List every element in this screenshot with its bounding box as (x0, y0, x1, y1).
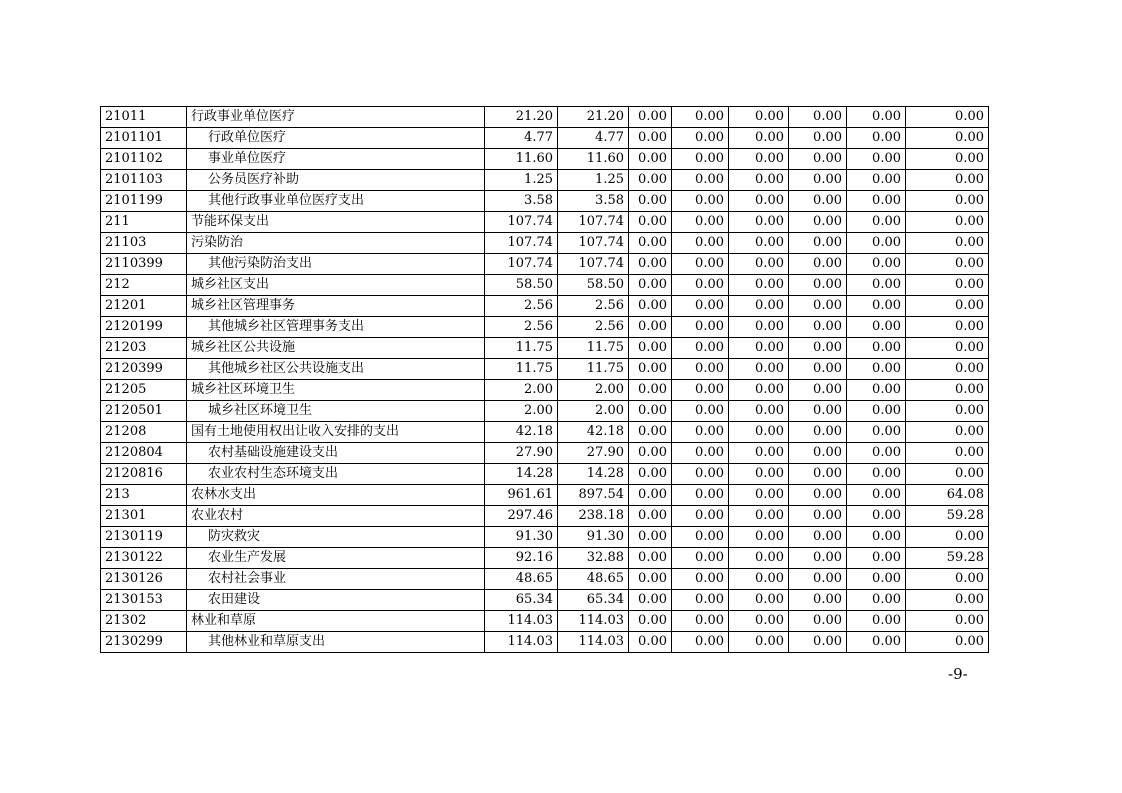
subject-name-cell: 防灾救灾 (187, 527, 485, 548)
table-row (101, 401, 989, 422)
subject-name-cell: 农田建设 (187, 590, 485, 611)
table-row (101, 233, 989, 254)
amount-cell: 0.00 (789, 422, 847, 443)
amount-cell: 3.58 (558, 191, 629, 212)
amount-cell: 0.00 (847, 632, 906, 653)
subject-code-cell: 2130299 (101, 632, 187, 653)
amount-cell: 0.00 (672, 485, 729, 506)
amount-cell: 0.00 (789, 107, 847, 128)
subject-name-cell: 农村基础设施建设支出 (187, 443, 485, 464)
amount-cell: 0.00 (847, 401, 906, 422)
table-row (101, 317, 989, 338)
amount-cell: 0.00 (789, 569, 847, 590)
amount-cell: 11.75 (558, 338, 629, 359)
amount-cell: 0.00 (729, 170, 789, 191)
amount-cell: 0.00 (672, 170, 729, 191)
amount-cell: 0.00 (729, 422, 789, 443)
amount-cell: 0.00 (729, 548, 789, 569)
amount-cell: 0.00 (629, 380, 672, 401)
table-row (101, 170, 989, 191)
table-row (101, 443, 989, 464)
amount-cell: 11.75 (485, 359, 558, 380)
amount-cell: 0.00 (789, 527, 847, 548)
amount-cell: 0.00 (629, 485, 672, 506)
amount-cell: 92.16 (485, 548, 558, 569)
subject-name-cell: 城乡社区环境卫生 (187, 401, 485, 422)
table-row (101, 464, 989, 485)
subject-name-cell: 城乡社区公共设施 (187, 338, 485, 359)
amount-cell: 0.00 (672, 296, 729, 317)
subject-code-cell: 2110399 (101, 254, 187, 275)
amount-cell: 0.00 (847, 422, 906, 443)
subject-code-cell: 21201 (101, 296, 187, 317)
amount-cell: 0.00 (672, 590, 729, 611)
amount-cell: 0.00 (672, 233, 729, 254)
table-row (101, 149, 989, 170)
amount-cell: 0.00 (729, 380, 789, 401)
amount-cell: 0.00 (629, 422, 672, 443)
amount-cell: 11.75 (485, 338, 558, 359)
amount-cell: 0.00 (789, 233, 847, 254)
amount-cell: 0.00 (906, 233, 989, 254)
amount-cell: 0.00 (729, 149, 789, 170)
subject-name-cell: 事业单位医疗 (187, 149, 485, 170)
amount-cell: 0.00 (789, 380, 847, 401)
amount-cell: 0.00 (847, 380, 906, 401)
amount-cell: 0.00 (789, 128, 847, 149)
amount-cell: 0.00 (789, 191, 847, 212)
subject-name-cell: 林业和草原 (187, 611, 485, 632)
amount-cell: 0.00 (729, 632, 789, 653)
subject-code-cell: 21302 (101, 611, 187, 632)
amount-cell: 0.00 (906, 296, 989, 317)
amount-cell: 0.00 (789, 317, 847, 338)
amount-cell: 0.00 (906, 317, 989, 338)
amount-cell: 0.00 (906, 359, 989, 380)
amount-cell: 0.00 (847, 569, 906, 590)
subject-name-cell: 其他林业和草原支出 (187, 632, 485, 653)
amount-cell: 0.00 (789, 548, 847, 569)
amount-cell: 0.00 (629, 338, 672, 359)
amount-cell: 0.00 (789, 359, 847, 380)
amount-cell: 21.20 (558, 107, 629, 128)
amount-cell: 0.00 (629, 527, 672, 548)
amount-cell: 2.56 (558, 296, 629, 317)
table-row (101, 107, 989, 128)
subject-code-cell: 2120199 (101, 317, 187, 338)
budget-table (100, 106, 989, 653)
amount-cell: 0.00 (847, 485, 906, 506)
subject-code-cell: 21011 (101, 107, 187, 128)
amount-cell: 0.00 (906, 443, 989, 464)
amount-cell: 0.00 (672, 548, 729, 569)
amount-cell: 0.00 (906, 338, 989, 359)
amount-cell: 107.74 (558, 212, 629, 233)
amount-cell: 0.00 (672, 422, 729, 443)
amount-cell: 0.00 (729, 212, 789, 233)
table-row (101, 191, 989, 212)
amount-cell: 0.00 (906, 464, 989, 485)
amount-cell: 59.28 (906, 548, 989, 569)
amount-cell: 0.00 (906, 632, 989, 653)
amount-cell: 2.00 (485, 380, 558, 401)
subject-name-cell: 节能环保支出 (187, 212, 485, 233)
amount-cell: 0.00 (729, 485, 789, 506)
amount-cell: 0.00 (847, 443, 906, 464)
amount-cell: 0.00 (847, 212, 906, 233)
amount-cell: 0.00 (847, 170, 906, 191)
subject-name-cell: 城乡社区环境卫生 (187, 380, 485, 401)
subject-name-cell: 国有土地使用权出让收入安排的支出 (187, 422, 485, 443)
amount-cell: 0.00 (847, 548, 906, 569)
amount-cell: 0.00 (629, 212, 672, 233)
amount-cell: 0.00 (672, 128, 729, 149)
subject-name-cell: 农村社会事业 (187, 569, 485, 590)
amount-cell: 91.30 (485, 527, 558, 548)
amount-cell: 0.00 (789, 254, 847, 275)
amount-cell: 0.00 (729, 338, 789, 359)
amount-cell: 2.00 (558, 401, 629, 422)
subject-code-cell: 2130126 (101, 569, 187, 590)
subject-code-cell: 211 (101, 212, 187, 233)
amount-cell: 0.00 (629, 569, 672, 590)
amount-cell: 0.00 (729, 128, 789, 149)
amount-cell: 2.56 (485, 317, 558, 338)
amount-cell: 0.00 (906, 275, 989, 296)
table-row (101, 590, 989, 611)
table-row (101, 128, 989, 149)
amount-cell: 0.00 (847, 233, 906, 254)
amount-cell: 0.00 (789, 401, 847, 422)
amount-cell: 0.00 (847, 611, 906, 632)
amount-cell: 0.00 (672, 254, 729, 275)
amount-cell: 2.56 (485, 296, 558, 317)
amount-cell: 0.00 (672, 317, 729, 338)
table-row (101, 506, 989, 527)
amount-cell: 32.88 (558, 548, 629, 569)
amount-cell: 0.00 (906, 569, 989, 590)
amount-cell: 0.00 (789, 443, 847, 464)
subject-name-cell: 其他城乡社区公共设施支出 (187, 359, 485, 380)
amount-cell: 0.00 (906, 527, 989, 548)
table-row (101, 632, 989, 653)
amount-cell: 0.00 (789, 485, 847, 506)
subject-name-cell: 城乡社区管理事务 (187, 296, 485, 317)
amount-cell: 2.56 (558, 317, 629, 338)
amount-cell: 14.28 (485, 464, 558, 485)
subject-name-cell: 行政事业单位医疗 (187, 107, 485, 128)
amount-cell: 0.00 (847, 527, 906, 548)
subject-code-cell: 212 (101, 275, 187, 296)
table-row (101, 296, 989, 317)
amount-cell: 21.20 (485, 107, 558, 128)
amount-cell: 0.00 (729, 107, 789, 128)
amount-cell: 0.00 (729, 275, 789, 296)
amount-cell: 1.25 (558, 170, 629, 191)
amount-cell: 0.00 (672, 443, 729, 464)
amount-cell: 0.00 (729, 611, 789, 632)
amount-cell: 0.00 (729, 296, 789, 317)
amount-cell: 1.25 (485, 170, 558, 191)
amount-cell: 0.00 (672, 359, 729, 380)
amount-cell: 0.00 (729, 233, 789, 254)
amount-cell: 0.00 (672, 191, 729, 212)
amount-cell: 0.00 (906, 254, 989, 275)
amount-cell: 0.00 (729, 569, 789, 590)
amount-cell: 2.00 (485, 401, 558, 422)
table-row (101, 275, 989, 296)
amount-cell: 0.00 (906, 191, 989, 212)
amount-cell: 0.00 (906, 611, 989, 632)
amount-cell: 3.58 (485, 191, 558, 212)
amount-cell: 0.00 (629, 506, 672, 527)
subject-name-cell: 其他行政事业单位医疗支出 (187, 191, 485, 212)
amount-cell: 0.00 (847, 338, 906, 359)
amount-cell: 0.00 (672, 527, 729, 548)
amount-cell: 0.00 (629, 464, 672, 485)
table-body (101, 107, 989, 653)
amount-cell: 0.00 (789, 170, 847, 191)
amount-cell: 0.00 (789, 149, 847, 170)
amount-cell: 4.77 (558, 128, 629, 149)
subject-code-cell: 2120399 (101, 359, 187, 380)
subject-name-cell: 农林水支出 (187, 485, 485, 506)
amount-cell: 0.00 (629, 107, 672, 128)
subject-code-cell: 2101103 (101, 170, 187, 191)
table-row (101, 380, 989, 401)
amount-cell: 114.03 (558, 611, 629, 632)
amount-cell: 91.30 (558, 527, 629, 548)
amount-cell: 0.00 (729, 443, 789, 464)
amount-cell: 0.00 (629, 611, 672, 632)
amount-cell: 0.00 (672, 149, 729, 170)
amount-cell: 0.00 (789, 275, 847, 296)
amount-cell: 0.00 (672, 611, 729, 632)
subject-code-cell: 21301 (101, 506, 187, 527)
amount-cell: 64.08 (906, 485, 989, 506)
table-row (101, 569, 989, 590)
amount-cell: 27.90 (485, 443, 558, 464)
amount-cell: 0.00 (629, 632, 672, 653)
subject-code-cell: 21205 (101, 380, 187, 401)
subject-code-cell: 2101101 (101, 128, 187, 149)
amount-cell: 0.00 (672, 632, 729, 653)
subject-code-cell: 2130153 (101, 590, 187, 611)
amount-cell: 0.00 (729, 527, 789, 548)
amount-cell: 0.00 (729, 506, 789, 527)
subject-name-cell: 污染防治 (187, 233, 485, 254)
subject-name-cell: 城乡社区支出 (187, 275, 485, 296)
amount-cell: 0.00 (847, 149, 906, 170)
subject-name-cell: 农业农村 (187, 506, 485, 527)
amount-cell: 297.46 (485, 506, 558, 527)
amount-cell: 0.00 (629, 401, 672, 422)
amount-cell: 0.00 (629, 191, 672, 212)
amount-cell: 0.00 (672, 380, 729, 401)
amount-cell: 27.90 (558, 443, 629, 464)
subject-code-cell: 2120804 (101, 443, 187, 464)
amount-cell: 107.74 (485, 233, 558, 254)
amount-cell: 0.00 (847, 107, 906, 128)
amount-cell: 0.00 (847, 296, 906, 317)
amount-cell: 961.61 (485, 485, 558, 506)
amount-cell: 0.00 (729, 359, 789, 380)
amount-cell: 0.00 (729, 254, 789, 275)
subject-code-cell: 2130119 (101, 527, 187, 548)
amount-cell: 2.00 (558, 380, 629, 401)
amount-cell: 0.00 (672, 506, 729, 527)
amount-cell: 48.65 (485, 569, 558, 590)
amount-cell: 48.65 (558, 569, 629, 590)
amount-cell: 65.34 (558, 590, 629, 611)
subject-code-cell: 2101102 (101, 149, 187, 170)
subject-name-cell: 农业生产发展 (187, 548, 485, 569)
amount-cell: 0.00 (629, 443, 672, 464)
amount-cell: 42.18 (485, 422, 558, 443)
subject-code-cell: 213 (101, 485, 187, 506)
amount-cell: 0.00 (729, 401, 789, 422)
amount-cell: 4.77 (485, 128, 558, 149)
amount-cell: 0.00 (629, 548, 672, 569)
amount-cell: 0.00 (847, 464, 906, 485)
amount-cell: 107.74 (485, 212, 558, 233)
subject-name-cell: 其他污染防治支出 (187, 254, 485, 275)
subject-name-cell: 公务员医疗补助 (187, 170, 485, 191)
amount-cell: 0.00 (789, 464, 847, 485)
amount-cell: 0.00 (672, 275, 729, 296)
subject-code-cell: 2130122 (101, 548, 187, 569)
amount-cell: 114.03 (485, 632, 558, 653)
amount-cell: 14.28 (558, 464, 629, 485)
table-row (101, 359, 989, 380)
subject-code-cell: 2120501 (101, 401, 187, 422)
amount-cell: 0.00 (906, 128, 989, 149)
subject-code-cell: 2101199 (101, 191, 187, 212)
amount-cell: 897.54 (558, 485, 629, 506)
amount-cell: 0.00 (789, 338, 847, 359)
amount-cell: 0.00 (789, 506, 847, 527)
subject-code-cell: 21103 (101, 233, 187, 254)
amount-cell: 0.00 (629, 275, 672, 296)
amount-cell: 0.00 (789, 296, 847, 317)
amount-cell: 0.00 (847, 359, 906, 380)
amount-cell: 0.00 (847, 275, 906, 296)
amount-cell: 11.60 (485, 149, 558, 170)
subject-code-cell: 2120816 (101, 464, 187, 485)
amount-cell: 0.00 (729, 464, 789, 485)
amount-cell: 0.00 (629, 317, 672, 338)
amount-cell: 0.00 (672, 338, 729, 359)
amount-cell: 0.00 (672, 212, 729, 233)
amount-cell: 0.00 (629, 170, 672, 191)
amount-cell: 0.00 (729, 590, 789, 611)
amount-cell: 0.00 (629, 590, 672, 611)
table-row (101, 422, 989, 443)
amount-cell: 0.00 (629, 296, 672, 317)
amount-cell: 0.00 (629, 254, 672, 275)
amount-cell: 0.00 (789, 611, 847, 632)
table-row (101, 485, 989, 506)
amount-cell: 42.18 (558, 422, 629, 443)
amount-cell: 0.00 (906, 422, 989, 443)
amount-cell: 0.00 (729, 317, 789, 338)
amount-cell: 0.00 (847, 317, 906, 338)
table-row (101, 212, 989, 233)
amount-cell: 0.00 (789, 212, 847, 233)
subject-name-cell: 行政单位医疗 (187, 128, 485, 149)
amount-cell: 0.00 (906, 590, 989, 611)
amount-cell: 11.75 (558, 359, 629, 380)
amount-cell: 107.74 (558, 254, 629, 275)
amount-cell: 0.00 (847, 191, 906, 212)
table-row (101, 254, 989, 275)
subject-code-cell: 21208 (101, 422, 187, 443)
amount-cell: 0.00 (906, 149, 989, 170)
amount-cell: 114.03 (485, 611, 558, 632)
amount-cell: 0.00 (906, 401, 989, 422)
amount-cell: 238.18 (558, 506, 629, 527)
page-number: -9- (948, 665, 968, 683)
amount-cell: 0.00 (906, 107, 989, 128)
amount-cell: 107.74 (485, 254, 558, 275)
amount-cell: 0.00 (847, 128, 906, 149)
amount-cell: 59.28 (906, 506, 989, 527)
amount-cell: 0.00 (729, 191, 789, 212)
table-row (101, 527, 989, 548)
amount-cell: 0.00 (906, 170, 989, 191)
table-row (101, 548, 989, 569)
table-row (101, 338, 989, 359)
amount-cell: 0.00 (672, 107, 729, 128)
amount-cell: 0.00 (906, 380, 989, 401)
amount-cell: 0.00 (906, 212, 989, 233)
subject-name-cell: 其他城乡社区管理事务支出 (187, 317, 485, 338)
amount-cell: 0.00 (629, 233, 672, 254)
amount-cell: 107.74 (558, 233, 629, 254)
amount-cell: 0.00 (789, 632, 847, 653)
amount-cell: 0.00 (847, 590, 906, 611)
amount-cell: 58.50 (485, 275, 558, 296)
amount-cell: 114.03 (558, 632, 629, 653)
amount-cell: 0.00 (629, 149, 672, 170)
amount-cell: 0.00 (629, 359, 672, 380)
amount-cell: 58.50 (558, 275, 629, 296)
amount-cell: 0.00 (672, 569, 729, 590)
subject-name-cell: 农业农村生态环境支出 (187, 464, 485, 485)
amount-cell: 11.60 (558, 149, 629, 170)
amount-cell: 65.34 (485, 590, 558, 611)
amount-cell: 0.00 (672, 464, 729, 485)
amount-cell: 0.00 (789, 590, 847, 611)
table-row (101, 611, 989, 632)
amount-cell: 0.00 (847, 254, 906, 275)
amount-cell: 0.00 (847, 506, 906, 527)
amount-cell: 0.00 (629, 128, 672, 149)
subject-code-cell: 21203 (101, 338, 187, 359)
amount-cell: 0.00 (672, 401, 729, 422)
